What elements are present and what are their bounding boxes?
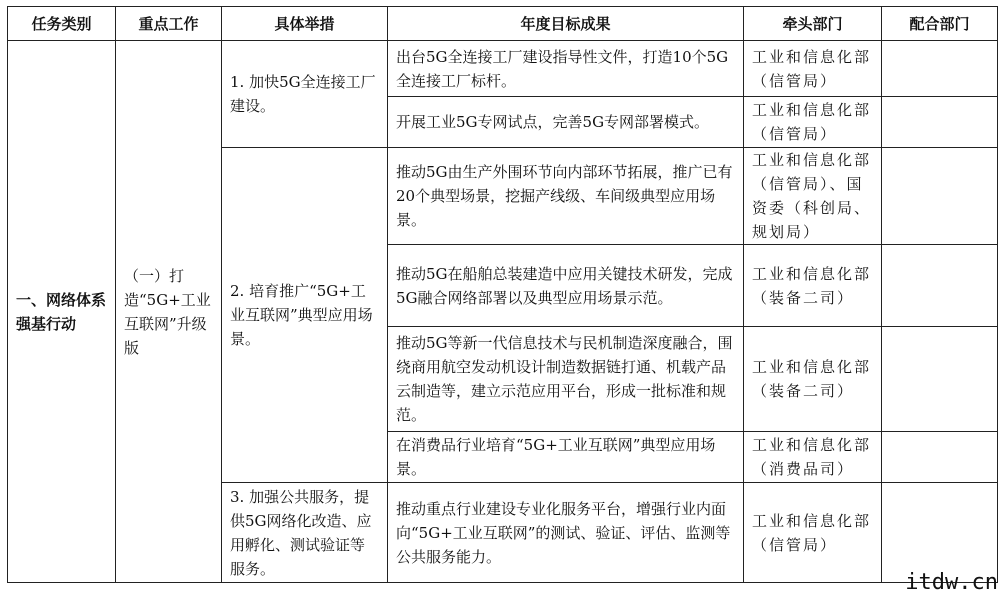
goal-cell: 推动重点行业建设专业化服务平台，增强行业内面向“5G+工业互联网”的测试、验证、评估、监测等公共服务能力。 [388,483,744,583]
goal-cell: 开展工业5G专网试点，完善5G专网部署模式。 [388,97,744,148]
header-category: 任务类别 [8,7,116,41]
goal-cell: 推动5G在船舶总装建造中应用关键技术研发，完成5G融合网络部署以及典型应用场景示范。 [388,245,744,327]
header-row [8,7,998,41]
lead-dept-cell: 工业和信息化部（消费品司） [744,432,882,483]
policy-table [7,6,998,583]
watermark: itdw.cn [905,570,998,595]
coop-dept-cell [882,245,998,327]
header-key-work: 重点工作 [116,7,222,41]
coop-dept-cell [882,41,998,97]
measure-cell-3: 3. 加强公共服务，提供5G网络化改造、应用孵化、测试验证等服务。 [222,483,388,583]
coop-dept-cell [882,432,998,483]
measure-cell-1: 1. 加快5G全连接工厂建设。 [222,41,388,148]
lead-dept-cell: 工业和信息化部（信管局） [744,41,882,97]
header-lead-dept: 牵头部门 [744,7,882,41]
goal-cell: 推动5G由生产外围环节向内部环节拓展，推广已有20个典型场景，挖掘产线级、车间级典型应用场景。 [388,148,744,245]
goal-cell: 在消费品行业培育“5G+工业互联网”典型应用场景。 [388,432,744,483]
header-coop-dept: 配合部门 [882,7,998,41]
lead-dept-cell: 工业和信息化部（装备二司） [744,327,882,432]
category-cell: 一、网络体系强基行动 [8,41,116,583]
coop-dept-cell [882,148,998,245]
table-row [8,41,998,97]
coop-dept-cell [882,97,998,148]
lead-dept-cell: 工业和信息化部（装备二司） [744,245,882,327]
header-measures: 具体举措 [222,7,388,41]
coop-dept-cell [882,327,998,432]
goal-cell: 推动5G等新一代信息技术与民机制造深度融合，围绕商用航空发动机设计制造数据链打通、机载产品云制造等，建立示范应用平台，形成一批标准和规范。 [388,327,744,432]
coop-dept-cell [882,483,998,583]
goal-cell: 出台5G全连接工厂建设指导性文件，打造10个5G全连接工厂标杆。 [388,41,744,97]
measure-cell-2: 2. 培育推广“5G+工业互联网”典型应用场景。 [222,148,388,483]
key-work-cell: （一）打造“5G+工业互联网”升级版 [116,41,222,583]
header-goals: 年度目标成果 [388,7,744,41]
lead-dept-cell: 工业和信息化部（信管局）、国资委（科创局、规划局） [744,148,882,245]
lead-dept-cell: 工业和信息化部（信管局） [744,483,882,583]
lead-dept-cell: 工业和信息化部（信管局） [744,97,882,148]
